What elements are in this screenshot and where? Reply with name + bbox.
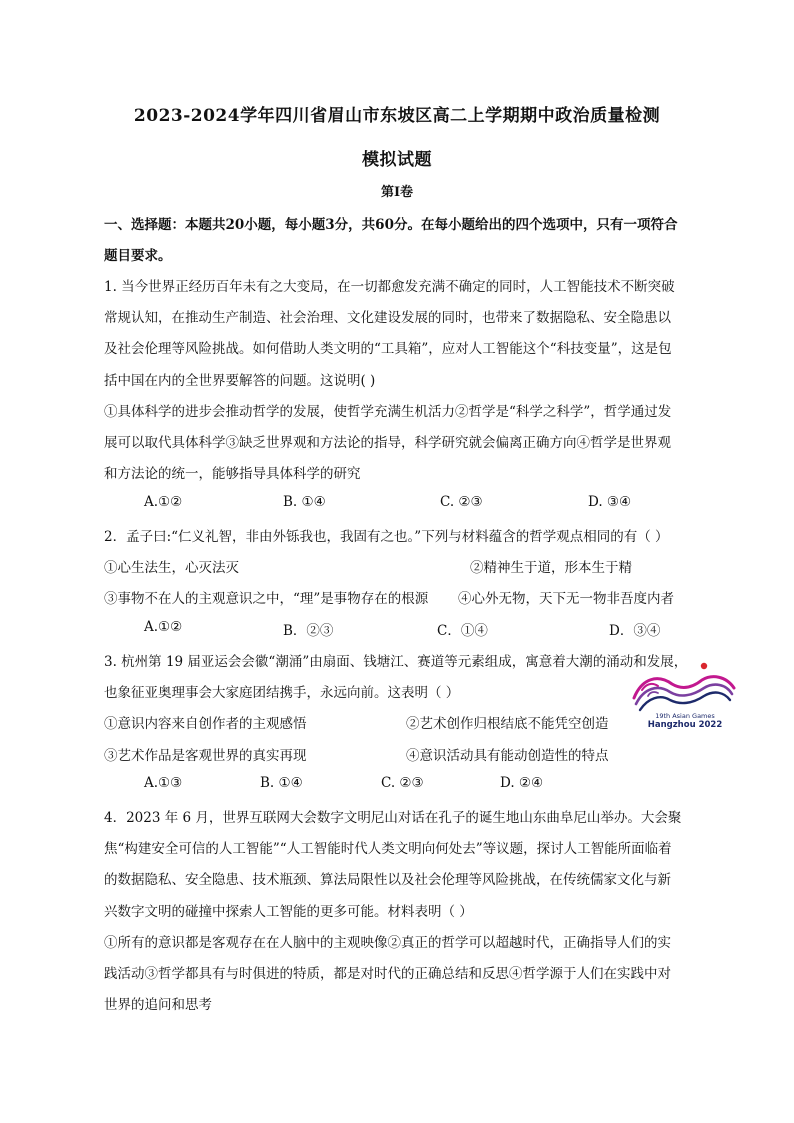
q1-option-a: A.①② xyxy=(144,494,183,510)
q1-line: 和方法论的统一，能够指导具体科学的研究 xyxy=(104,466,361,482)
q3-stem-line2: 也象征亚奥理事会大家庭团结携手，永远向前。这表明（ ） xyxy=(104,685,460,701)
asian-games-logo-image xyxy=(628,660,740,730)
q4-line: 焦“构建安全可信的人工智能”“人工智能时代人类文明向何处去”等议题，探讨人工智能所面临着 xyxy=(104,841,672,857)
q2-option-c: C．①④ xyxy=(437,623,488,639)
q4-line: 世界的追问和思考 xyxy=(104,997,212,1013)
q1-option-c: C. ②③ xyxy=(440,494,483,510)
q2-option-d: D．③④ xyxy=(609,623,661,639)
q2-choice-3: ③事物不在人的主观意识之中，“理”是事物存在的根源 xyxy=(104,591,429,607)
q4-line: 践活动③哲学都具有与时俱进的特质，都是对时代的正确总结和反思④哲学源于人们在实践中对 xyxy=(104,966,671,982)
q1-option-b: B. ①④ xyxy=(283,494,326,510)
q4-line: 4．2023 年 6 月，世界互联网大会数字文明尼山对话在孔子的诞生地山东曲阜尼山举办。大会聚 xyxy=(104,810,682,826)
volume-label: 第Ⅰ卷 xyxy=(380,185,414,200)
q2-stem: 2．孟子曰:“仁义礼智，非由外铄我也，我固有之也。”下列与材料蕴含的哲学观点相同的有（ ） xyxy=(104,529,669,545)
q3-choice-1: ①意识内容来自创作者的主观感悟 xyxy=(104,716,307,732)
q1-line: ①具体科学的进步会推动哲学的发展，使哲学充满生机活力②哲学是“科学之科学”，哲学通过发 xyxy=(104,404,672,420)
q1-line: 1. 当今世界正经历百年未有之大变局，在一切都愈发充满不确定的同时，人工智能技术不断突破 xyxy=(104,279,675,295)
q3-option-d: D. ②④ xyxy=(500,775,544,791)
q1-line: 及社会伦理等风险挑战。如何借助人类文明的“工具箱”，应对人工智能这个“科技变量”，这是包 xyxy=(104,341,672,357)
logo-text-line2: Hangzhou 2022 xyxy=(647,720,723,730)
q3-option-c: C. ②③ xyxy=(381,775,424,791)
q1-line: 常规认知，在推动生产制造、社会治理、文化建设发展的同时，也带来了数据隐私、安全隐患以 xyxy=(104,310,671,326)
q3-option-a: A.①③ xyxy=(144,775,183,791)
q1-line: 括中国在内的全世界要解答的问题。这说明( ) xyxy=(104,373,376,389)
q4-line: 的数据隐私、安全隐患、技术瓶颈、算法局限性以及社会伦理等风险挑战，在传统儒家文化与新 xyxy=(104,872,671,888)
q2-choice-1: ①心生法生，心灭法灭 xyxy=(104,560,239,576)
section-instructions-line2: 题目要求。 xyxy=(104,248,172,264)
q2-choice-4: ④心外无物，天下无一物非吾度内者 xyxy=(458,591,674,607)
q4-line: ①所有的意识都是客观存在在人脑中的主观映像②真正的哲学可以超越时代，正确指导人们的实 xyxy=(104,935,671,951)
q3-choice-4: ④意识活动具有能动创造性的特点 xyxy=(406,748,609,764)
section-instructions-line1: 一、选择题：本题共20小题，每小题3分，共60分。在每小题给出的四个选项中，只有一项符合 xyxy=(104,217,678,233)
q3-option-b: B. ①④ xyxy=(260,775,303,791)
q2-choice-2: ②精神生于道，形本生于精 xyxy=(470,560,632,576)
q3-choice-3: ③艺术作品是客观世界的真实再现 xyxy=(104,748,307,764)
q1-line: 展可以取代具体科学③缺乏世界观和方法论的指导，科学研究就会偏离正确方向④哲学是世界观 xyxy=(104,435,671,451)
q3-stem-line1: 3. 杭州第 19 届亚运会会徽“潮涌”由扇面、钱塘江、赛道等元素组成，寓意着大潮的涌动和发展， xyxy=(104,654,688,670)
logo-text-line1: 19th Asian Games xyxy=(655,712,715,720)
q4-line: 兴数字文明的碰撞中探索人工智能的更多可能。材料表明（ ） xyxy=(104,904,473,920)
wave-emblem-icon xyxy=(634,677,734,710)
red-sun-icon xyxy=(701,663,707,669)
q2-option-a: A.①② xyxy=(144,619,183,635)
q3-choice-2: ②艺术创作归根结底不能凭空创造 xyxy=(406,716,609,732)
doc-title-line1: 2023-2024学年四川省眉山市东坡区高二上学期期中政治质量检测 xyxy=(133,106,661,126)
q2-option-b: B．②③ xyxy=(283,623,334,639)
q1-option-d: D. ③④ xyxy=(588,494,632,510)
doc-title-line2: 模拟试题 xyxy=(362,150,432,170)
